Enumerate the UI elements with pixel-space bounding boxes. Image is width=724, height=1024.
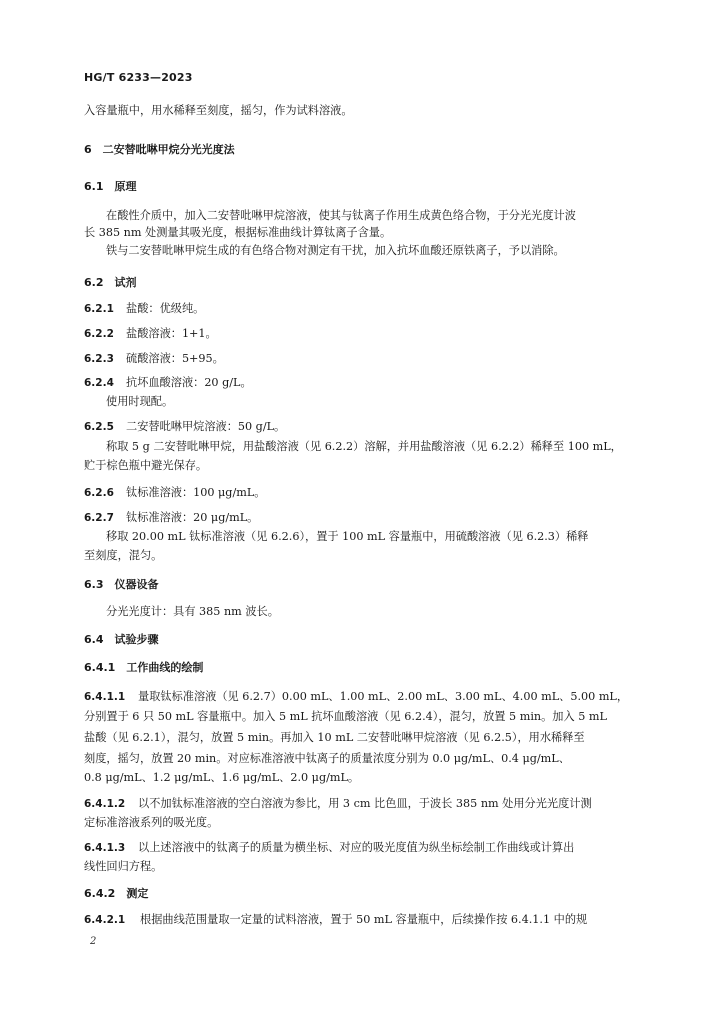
clause-text: 二安替吡啉甲烷溶液：50 g/L。: [126, 420, 286, 433]
clause-6-4-1-2: [84, 797, 592, 811]
clause-text: 钛标准溶液：100 μg/mL。: [126, 486, 266, 499]
standard-number-header: HG/T 6233—2023: [84, 71, 193, 84]
clause-text: 盐酸：优级纯。: [126, 302, 205, 315]
paragraph-line: 铁与二安替吡啉甲烷生成的有色络合物对测定有干扰，加入抗坏血酸还原铁离子，予以消除。: [106, 244, 565, 257]
clause-6-2-1: [84, 302, 204, 316]
section-heading-6-4-1: 6.4.1 工作曲线的绘制: [84, 661, 204, 674]
paragraph-line: 分别置于 6 只 50 mL 容量瓶中。加入 5 mL 抗坏血酸溶液（见 6.2.4），混匀，放置 5 min。加入 5 mL: [84, 710, 607, 723]
clause-number: 6.2.5: [84, 421, 114, 433]
clause-text: 盐酸溶液：1+1。: [126, 327, 217, 340]
paragraph-line: 长 385 nm 处测量其吸光度，根据标准曲线计算钛离子含量。: [84, 226, 392, 239]
section-heading-6-3: 6.3 仪器设备: [84, 578, 159, 591]
clause-6-2-3: [84, 352, 224, 366]
section-heading-6-2: 6.2 试剂: [84, 276, 137, 289]
clause-text: 量取钛标准溶液（见 6.2.7）0.00 mL、1.00 mL、2.00 mL、3.00 mL、4.00 mL、5.00 mL，: [138, 690, 629, 703]
clause-text: 根据曲线范围量取一定量的试料溶液，置于 50 mL 容量瓶中，后续操作按 6.4.1.1 中的规: [140, 913, 588, 926]
clause-number: 6.4.1.1: [84, 691, 126, 703]
paragraph-line: 移取 20.00 mL 钛标准溶液（见 6.2.6），置于 100 mL 容量瓶中，用硫酸溶液（见 6.2.3）稀释: [106, 530, 589, 543]
clause-text: 钛标准溶液：20 μg/mL。: [126, 511, 259, 524]
paragraph-line: 在酸性介质中，加入二安替吡啉甲烷溶液，使其与钛离子作用生成黄色络合物，于分光光度计波: [106, 209, 576, 222]
clause-number: 6.2.3: [84, 353, 114, 365]
clause-text: 以不加钛标准溶液的空白溶液为参比，用 3 cm 比色皿，于波长 385 nm 处用分光光度计测: [138, 797, 592, 810]
clause-text: 以上述溶液中的钛离子的质量为横坐标、对应的吸光度值为纵坐标绘制工作曲线或计算出: [138, 841, 575, 854]
clause-number: 6.2.7: [84, 512, 114, 524]
clause-text: 硫酸溶液：5+95。: [126, 352, 224, 365]
clause-number: 6.2.2: [84, 328, 114, 340]
section-heading-6-4: 6.4 试验步骤: [84, 633, 159, 646]
section-heading-6-1: 6.1 原理: [84, 180, 137, 193]
clause-number: 6.4.1.3: [84, 842, 126, 854]
paragraph-line: 盐酸（见 6.2.1），混匀，放置 5 min。再加入 10 mL 二安替吡啉甲烷溶液（见 6.2.5），用水稀释至: [84, 731, 585, 744]
section-heading-6-4-2: 6.4.2 测定: [84, 887, 149, 900]
clause-text: 抗坏血酸溶液：20 g/L。: [126, 376, 252, 389]
paragraph-line: 使用时现配。: [106, 395, 174, 408]
paragraph-line: 刻度，摇匀，放置 20 min。对应标准溶液中钛离子的质量浓度分别为 0.0 μg/mL、0.4 μg/mL、: [84, 752, 570, 765]
clause-6-4-2-1: [84, 913, 587, 927]
clause-6-2-4: [84, 376, 252, 390]
paragraph-line: 贮于棕色瓶中避光保存。: [84, 459, 208, 472]
paragraph-line: 线性回归方程。: [84, 860, 163, 873]
clause-number: 6.4.1.2: [84, 798, 126, 810]
paragraph-line: 定标准溶液系列的吸光度。: [84, 816, 219, 829]
clause-number: 6.2.1: [84, 303, 114, 315]
clause-6-4-1-1: [84, 690, 628, 704]
clause-number: 6.2.4: [84, 377, 114, 389]
paragraph-line: 称取 5 g 二安替吡啉甲烷，用盐酸溶液（见 6.2.2）溶解，并用盐酸溶液（见 6.2.2）稀释至 100 mL，: [106, 440, 622, 453]
paragraph-line: 入容量瓶中，用水稀释至刻度，摇匀，作为试料溶液。: [84, 104, 353, 117]
clause-number: 6.2.6: [84, 487, 114, 499]
section-heading-6: 6 二安替吡啉甲烷分光光度法: [84, 143, 235, 156]
clause-6-2-7: [84, 511, 258, 525]
paragraph-line: 0.8 μg/mL、1.2 μg/mL、1.6 μg/mL、2.0 μg/mL。: [84, 771, 360, 784]
clause-6-4-1-3: [84, 841, 574, 855]
paragraph-line: 至刻度，混匀。: [84, 549, 163, 562]
clause-number: 6.4.2.1: [84, 914, 126, 926]
paragraph-line: 分光光度计：具有 385 nm 波长。: [106, 605, 279, 618]
clause-6-2-6: [84, 486, 265, 500]
page-number: 2: [90, 936, 97, 947]
clause-6-2-2: [84, 327, 217, 341]
clause-6-2-5: [84, 420, 285, 434]
